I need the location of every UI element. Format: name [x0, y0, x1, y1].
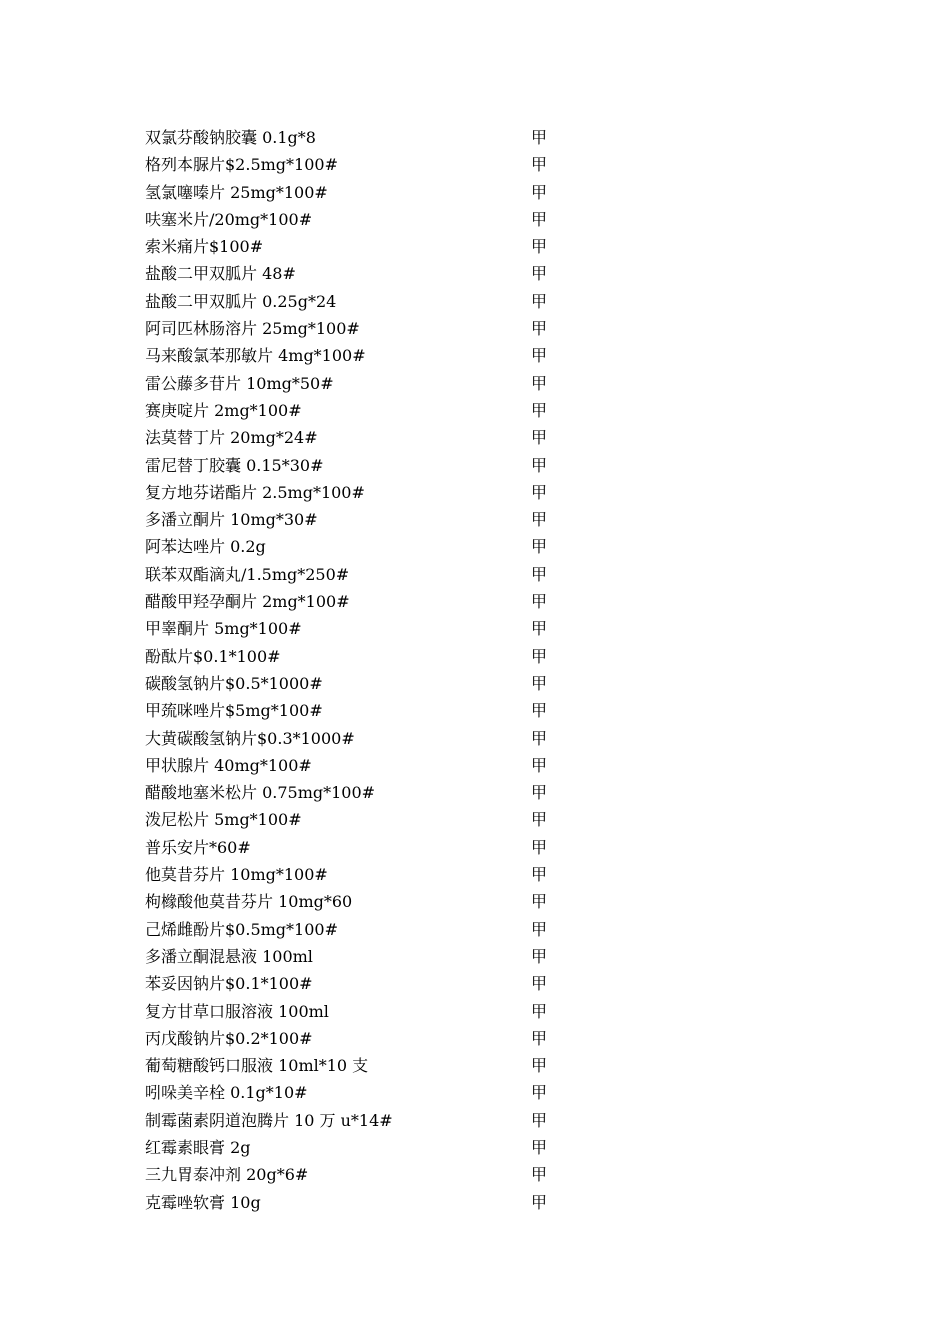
drug-name: 法莫替丁片 20mg*24#	[145, 428, 318, 448]
drug-row	[145, 479, 565, 506]
drug-row	[145, 342, 565, 369]
drug-class: 甲	[531, 701, 548, 721]
drug-row	[145, 861, 565, 888]
drug-name: 雷公藤多苷片 10mg*50#	[145, 373, 334, 393]
drug-row	[145, 588, 565, 615]
drug-row	[145, 916, 565, 943]
drug-class: 甲	[531, 865, 548, 885]
drug-name: 复方甘草口服溶液 100ml	[145, 1001, 329, 1021]
drug-row	[145, 1189, 565, 1216]
drug-row	[145, 124, 565, 151]
drug-name: 枸橼酸他莫昔芬片 10mg*60	[145, 892, 353, 912]
drug-name: 甲状腺片 40mg*100#	[145, 755, 312, 775]
drug-class: 甲	[531, 373, 548, 393]
drug-class: 甲	[531, 1001, 548, 1021]
drug-row	[145, 1025, 565, 1052]
drug-row	[145, 806, 565, 833]
drug-row	[145, 888, 565, 915]
drug-class: 甲	[531, 237, 548, 257]
drug-class: 甲	[531, 783, 548, 803]
drug-row	[145, 1079, 565, 1106]
drug-row	[145, 670, 565, 697]
drug-row	[145, 615, 565, 642]
drug-row	[145, 206, 565, 233]
drug-name: 葡萄糖酸钙口服液 10ml*10 支	[145, 1056, 369, 1076]
drug-row	[145, 1107, 565, 1134]
drug-class: 甲	[531, 974, 548, 994]
drug-name: 克霉唑软膏 10g	[145, 1192, 261, 1212]
drug-class: 甲	[531, 182, 548, 202]
drug-class: 甲	[531, 619, 548, 639]
drug-row	[145, 561, 565, 588]
drug-class: 甲	[531, 209, 548, 229]
drug-class: 甲	[531, 537, 548, 557]
drug-name: 大黄碳酸氢钠片$0.3*1000#	[145, 728, 355, 748]
drug-row	[145, 151, 565, 178]
drug-class: 甲	[531, 919, 548, 939]
drug-row	[145, 452, 565, 479]
drug-row	[145, 233, 565, 260]
drug-name: 盐酸二甲双胍片 0.25g*24	[145, 291, 337, 311]
drug-class: 甲	[531, 1083, 548, 1103]
drug-class: 甲	[531, 291, 548, 311]
drug-name: 甲巯咪唑片$5mg*100#	[145, 701, 323, 721]
drug-name: 红霉素眼膏 2g	[145, 1137, 251, 1157]
drug-name: 呋塞米片/20mg*100#	[145, 209, 313, 229]
drug-row	[145, 533, 565, 560]
drug-name: 赛庚啶片 2mg*100#	[145, 400, 302, 420]
drug-name: 盐酸二甲双胍片 48#	[145, 264, 296, 284]
drug-name: 索米痛片$100#	[145, 237, 264, 257]
drug-name: 多潘立酮片 10mg*30#	[145, 510, 318, 530]
drug-row	[145, 970, 565, 997]
drug-row	[145, 834, 565, 861]
drug-class: 甲	[531, 510, 548, 530]
drug-name: 多潘立酮混悬液 100ml	[145, 946, 313, 966]
drug-class: 甲	[531, 455, 548, 475]
drug-list	[145, 124, 565, 1216]
drug-row	[145, 370, 565, 397]
drug-row	[145, 752, 565, 779]
drug-class: 甲	[531, 646, 548, 666]
drug-name: 格列本脲片$2.5mg*100#	[145, 155, 338, 175]
drug-class: 甲	[531, 810, 548, 830]
drug-name: 吲哚美辛栓 0.1g*10#	[145, 1083, 308, 1103]
drug-class: 甲	[531, 1110, 548, 1130]
drug-row	[145, 643, 565, 670]
drug-name: 甲睾酮片 5mg*100#	[145, 619, 302, 639]
drug-name: 己烯雌酚片$0.5mg*100#	[145, 919, 338, 939]
drug-name: 丙戊酸钠片$0.2*100#	[145, 1028, 313, 1048]
drug-row	[145, 1052, 565, 1079]
drug-class: 甲	[531, 1056, 548, 1076]
drug-name: 制霉菌素阴道泡腾片 10 万 u*14#	[145, 1110, 393, 1130]
drug-class: 甲	[531, 592, 548, 612]
drug-name: 他莫昔芬片 10mg*100#	[145, 865, 328, 885]
drug-row	[145, 998, 565, 1025]
drug-class: 甲	[531, 946, 548, 966]
drug-row	[145, 315, 565, 342]
drug-class: 甲	[531, 728, 548, 748]
drug-class: 甲	[531, 264, 548, 284]
drug-name: 双氯芬酸钠胶囊 0.1g*8	[145, 128, 316, 147]
drug-row	[145, 1161, 565, 1188]
drug-row	[145, 943, 565, 970]
drug-class: 甲	[531, 564, 548, 584]
drug-row	[145, 288, 565, 315]
drug-name: 马来酸氯苯那敏片 4mg*100#	[145, 346, 366, 366]
drug-row	[145, 725, 565, 752]
drug-class: 甲	[531, 1192, 548, 1212]
drug-name: 雷尼替丁胶囊 0.15*30#	[145, 455, 324, 475]
drug-name: 泼尼松片 5mg*100#	[145, 810, 302, 830]
drug-row	[145, 397, 565, 424]
drug-name: 酚酞片$0.1*100#	[145, 646, 281, 666]
drug-name: 醋酸地塞米松片 0.75mg*100#	[145, 783, 376, 803]
drug-class: 甲	[531, 673, 548, 693]
drug-row	[145, 179, 565, 206]
drug-class: 甲	[531, 482, 548, 502]
drug-name: 苯妥因钠片$0.1*100#	[145, 974, 313, 994]
drug-row	[145, 1134, 565, 1161]
drug-row	[145, 506, 565, 533]
drug-class: 甲	[531, 128, 548, 147]
drug-name: 三九胃泰冲剂 20g*6#	[145, 1165, 309, 1185]
drug-name: 氢氯噻嗪片 25mg*100#	[145, 182, 328, 202]
drug-class: 甲	[531, 1165, 548, 1185]
drug-row	[145, 260, 565, 287]
drug-name: 普乐安片*60#	[145, 837, 251, 857]
drug-name: 碳酸氢钠片$0.5*1000#	[145, 673, 323, 693]
drug-name: 联苯双酯滴丸/1.5mg*250#	[145, 564, 350, 584]
drug-class: 甲	[531, 400, 548, 420]
drug-class: 甲	[531, 346, 548, 366]
drug-row	[145, 424, 565, 451]
drug-class: 甲	[531, 319, 548, 339]
drug-name: 复方地芬诺酯片 2.5mg*100#	[145, 482, 365, 502]
drug-class: 甲	[531, 155, 548, 175]
drug-class: 甲	[531, 428, 548, 448]
drug-name: 阿苯达唑片 0.2g	[145, 537, 266, 557]
drug-class: 甲	[531, 1137, 548, 1157]
drug-row	[145, 697, 565, 724]
drug-class: 甲	[531, 837, 548, 857]
drug-name: 醋酸甲羟孕酮片 2mg*100#	[145, 592, 350, 612]
drug-class: 甲	[531, 892, 548, 912]
drug-class: 甲	[531, 755, 548, 775]
drug-name: 阿司匹林肠溶片 25mg*100#	[145, 319, 360, 339]
drug-class: 甲	[531, 1028, 548, 1048]
drug-row	[145, 779, 565, 806]
